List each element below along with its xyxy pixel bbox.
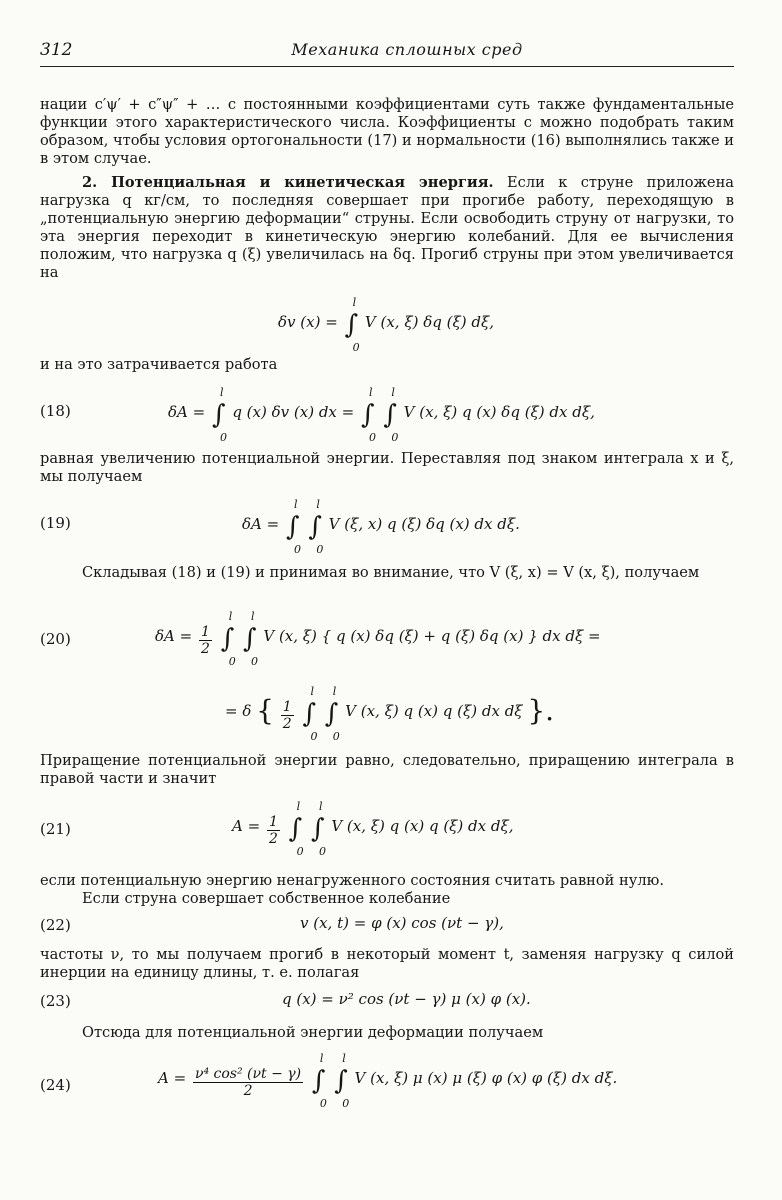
eq19-lhs: δA = xyxy=(242,515,280,533)
eq24-number: (24) xyxy=(40,1076,71,1094)
fraction-half: $\frac{1}{2}$ xyxy=(200,624,210,657)
equation-21 xyxy=(232,800,514,858)
page xyxy=(40,40,734,67)
eq22-number: (22) xyxy=(40,916,71,934)
eq23-number: (23) xyxy=(40,992,71,1010)
eq21-integrand: V (x, ξ) q (x) q (ξ) dx dξ, xyxy=(331,817,514,835)
text-after-21 xyxy=(40,872,734,908)
text-after-19 xyxy=(40,564,734,582)
eq-dv-integrand: V (x, ξ) δq (ξ) dξ, xyxy=(364,313,494,331)
equation-22: v (x, t) = φ (x) cos (νt − γ), xyxy=(300,914,504,932)
section-2-paragraph xyxy=(40,174,734,282)
brace-open: { xyxy=(256,694,274,727)
para1-text: нации c′ψ′ + c″ψ″ + … с постоянными коэффициентами суть также фундаментальные функции этого характеристического числа. Коэффициенты c можно подобрать таким образом, чтобы условия ортогональности (17) и нормальности (16) выполнялись также и в этом случае. xyxy=(40,96,734,167)
paragraph-continuation xyxy=(40,96,734,168)
eq21-number: (21) xyxy=(40,820,71,838)
running-header xyxy=(40,40,734,67)
integral-sign: ∫ l 0 xyxy=(310,800,326,858)
text-after-19-line: Складывая (18) и (19) и принимая во внимание, что V (ξ, x) = V (x, ξ), получаем xyxy=(82,564,700,581)
integral-sign: ∫ l 0 xyxy=(211,386,227,444)
eq24-integrand: V (x, ξ) μ (x) μ (ξ) φ (x) φ (ξ) dx dξ. xyxy=(354,1069,618,1087)
integral-sign: ∫ l 0 xyxy=(288,800,304,858)
text-after-22 xyxy=(40,946,734,982)
text-after-21-line: если потенциальную энергию ненагруженного состояния считать равной нулю. xyxy=(40,872,664,889)
equation-19 xyxy=(242,498,520,556)
running-title: Механика сплошных сред xyxy=(291,40,523,59)
eq-dv-lhs: δv (x) = xyxy=(278,313,338,331)
text-work-line: и на это затрачивается работа xyxy=(40,356,278,373)
integral-sign: ∫ l 0 xyxy=(285,498,301,556)
eq20-line2-integrand: V (x, ξ) q (x) q (ξ) dx dξ xyxy=(345,702,523,720)
eq18-part2: V (x, ξ) q (x) δq (ξ) dx dξ, xyxy=(403,403,595,421)
integral-sign: ∫ l 0 xyxy=(383,386,399,444)
equation-23: q (x) = ν² cos (νt − γ) μ (x) φ (x). xyxy=(282,990,531,1008)
integral-sign: ∫ l 0 xyxy=(361,386,376,444)
text-after-22-line: частоты ν, то мы получаем прогиб в некоторый момент t, заменяя нагрузку q силой инерции на единицу длины, т. е. полагая xyxy=(40,946,734,981)
text-after-23-line: Отсюда для потенциальной энергии деформации получаем xyxy=(82,1024,544,1041)
integral-sign: ∫ l 0 xyxy=(311,1052,327,1110)
text-before-22-line: Если струна совершает собственное колебание xyxy=(82,890,451,907)
equation-20-line2 xyxy=(225,685,555,743)
section-2-text: Если к струне приложена нагрузка q кг/см, то последняя совершает при прогибе работу, переходящую в „потенциальную энергию деформации“ струны. Если освободить струну от нагрузки, то эта энергия переходит в кинетическую энергию колебаний. Для ее вычисления положим, что нагрузка q (ξ) увеличилась на δq. Прогиб струны при этом увеличивается на xyxy=(40,174,734,281)
fraction-half: $\frac{1}{2}$ xyxy=(282,699,292,732)
equation-24 xyxy=(158,1052,618,1110)
integral-sign: ∫ l 0 xyxy=(324,685,340,743)
eq19-integrand: V (ξ, x) q (ξ) δq (x) dx dξ. xyxy=(328,515,520,533)
eq20-line2-lhs: = δ xyxy=(225,702,252,720)
eq20-lhs: δA = xyxy=(155,627,193,645)
text-after-23 xyxy=(40,1024,734,1042)
eq19-number: (19) xyxy=(40,514,71,532)
integral-sign: ∫ l 0 xyxy=(220,610,236,668)
eq18-lhs: δA = xyxy=(168,403,206,421)
text-after-18-line: равная увеличению потенциальной энергии. Переставляя под знаком интеграла x и ξ, мы получаем xyxy=(40,450,734,485)
text-after-20 xyxy=(40,752,734,788)
text-after-20-line: Приращение потенциальной энергии равно, следовательно, приращению интеграла в правой части и значит xyxy=(40,752,734,787)
integral-sign: ∫ l 0 xyxy=(243,610,259,668)
eq18-part1: q (x) δv (x) dx = xyxy=(232,403,355,421)
brace-close: }. xyxy=(527,694,555,727)
integral-sign: ∫ l 0 xyxy=(334,1052,350,1110)
equation-18 xyxy=(168,386,595,444)
text-work xyxy=(40,356,734,374)
integral-sign: ∫ l 0 xyxy=(308,498,324,556)
eq24-lhs: A = xyxy=(158,1069,187,1087)
section-2-heading: 2. Потенциальная и кинетическая энергия. xyxy=(82,174,494,191)
integral-sign: ∫ l 0 xyxy=(344,296,360,354)
fraction-cos: $\frac{\text{ν⁴ cos² (νt − γ)}}{2}$ xyxy=(194,1066,302,1099)
section-2 xyxy=(40,174,734,282)
eq21-lhs: A = xyxy=(232,817,261,835)
eq18-number: (18) xyxy=(40,402,71,420)
eq20-integrand: V (x, ξ) { q (x) δq (ξ) + q (ξ) δq (x) } dx dξ = xyxy=(263,627,601,645)
equation-20-line1 xyxy=(155,610,601,668)
page-number: 312 xyxy=(40,40,73,60)
fraction-half: $\frac{1}{2}$ xyxy=(268,814,278,847)
equation-dv xyxy=(278,296,494,354)
integral-sign: ∫ l 0 xyxy=(302,685,318,743)
eq20-number: (20) xyxy=(40,630,71,648)
text-after-18 xyxy=(40,450,734,486)
